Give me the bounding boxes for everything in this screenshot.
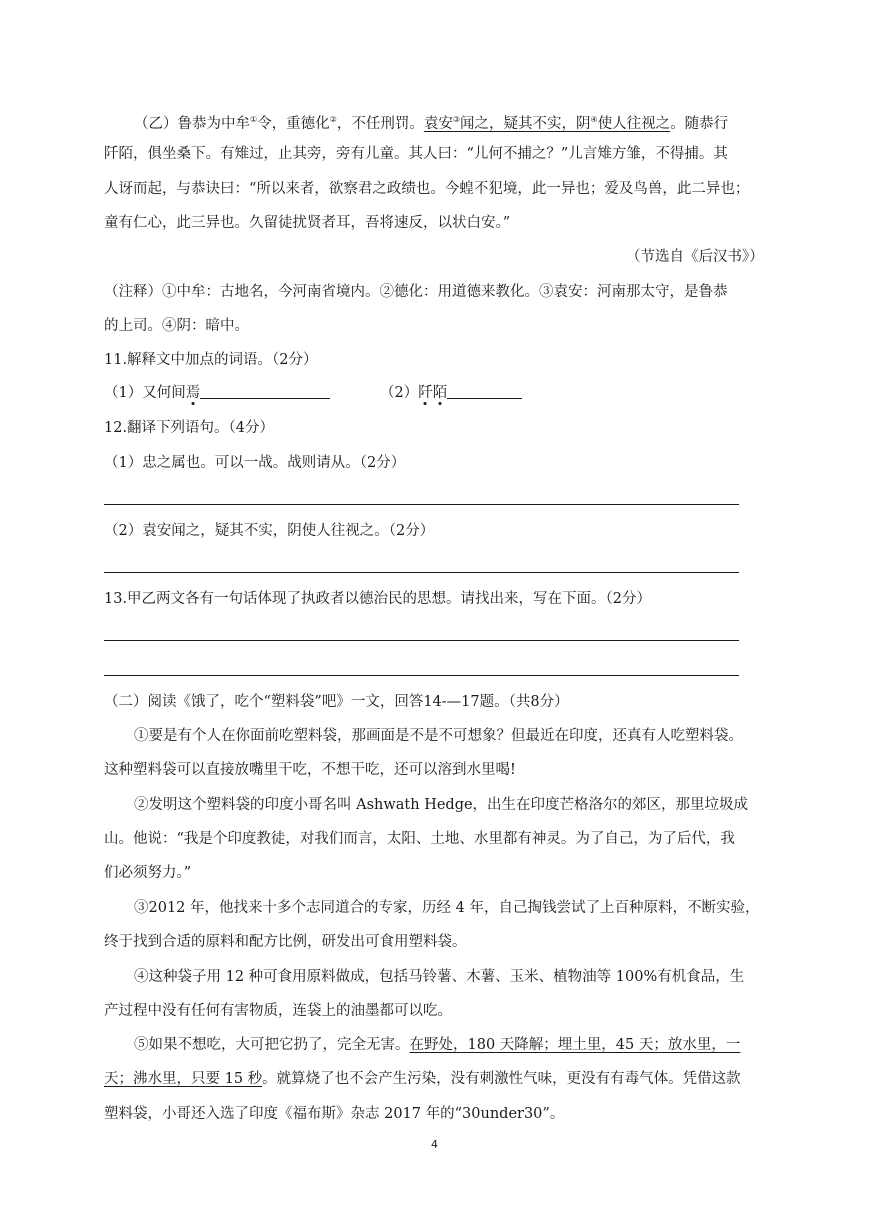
underlined-sentence bbox=[424, 116, 670, 132]
answer-blank-1[interactable] bbox=[200, 384, 330, 399]
paragraph-3-line-1: ③2012 年，他找来十多个志同道合的专家，历经 4 年，自己掏钱尝试了上百种原料，不断实验， bbox=[134, 900, 760, 916]
paragraph-4-line-1: ④这种袋子用 12 种可食用原料做成，包括马铃薯、木薯、玉米、植物油等 100%有机食品，生 bbox=[134, 969, 745, 985]
text: 。随恭行 bbox=[670, 116, 729, 132]
paragraph-2-line-2: 山。他说：“我是个印度教徒，对我们而言，太阳、土地、水里都有神灵。为了自己，为了后代，我 bbox=[104, 831, 735, 847]
section-2-title: （二）阅读《饿了，吃个“塑料袋”吧》一文，回答14-—17题。（共8分） bbox=[104, 694, 569, 710]
passage-b-line-1 bbox=[134, 109, 728, 135]
text: 闻之，疑其不实，阴 bbox=[460, 116, 591, 132]
text: （乙）鲁恭为中牟 bbox=[134, 116, 250, 132]
text: ⑤如果不想吃，大可把它扔了，完全无害。 bbox=[134, 1037, 410, 1053]
dotted-char: 阡 bbox=[418, 385, 433, 401]
text: 袁安 bbox=[423, 116, 453, 132]
page-number: 4 bbox=[431, 1138, 438, 1151]
text: 使人往视之 bbox=[597, 116, 671, 132]
dotted-word-qianmo: 阡陌 bbox=[104, 146, 133, 162]
q11-item-2 bbox=[380, 382, 522, 404]
text: ，俱坐桑下。有雉过，止其旁，旁有儿童。其人曰：“儿何不捕之？”儿言雉方雏，不得捕。其 bbox=[133, 146, 728, 162]
footnote-marker-1: ① bbox=[250, 115, 258, 124]
answer-line[interactable] bbox=[104, 640, 739, 641]
text: 。就算烧了也不会产生污染，没有刺激性气味，更没有有毒气体。凭借这款 bbox=[262, 1071, 741, 1087]
text: （1）又何间 bbox=[104, 385, 186, 401]
q12-title: 12.翻译下列语句。（4分） bbox=[104, 420, 275, 436]
dotted-char: 陌 bbox=[432, 385, 448, 401]
q13-title: 13.甲乙两文各有一句话体现了执政者以德治民的思想。请找出来，写在下面。（2分） bbox=[104, 591, 652, 607]
q12-item-1: （1）忠之属也。可以一战。战则请从。（2分） bbox=[104, 455, 406, 471]
footnote-marker-4: ④ bbox=[590, 115, 598, 124]
paragraph-2-line-3: 们必须努力。” bbox=[104, 865, 192, 881]
q12-item-2: （2）袁安闻之，疑其不实，阴使人往视之。（2分） bbox=[104, 523, 435, 539]
paragraph-1-line-2: 这种塑料袋可以直接放嘴里干吃，不想干吃，还可以溶到水里喝! bbox=[104, 762, 516, 778]
annotation-line-1: （注释）①中牟：古地名，今河南省境内。②德化：用道德来教化。③袁安：河南那太守，是鲁恭 bbox=[104, 284, 728, 300]
paragraph-3-line-2: 终于找到合适的原料和配方比例，研发出可食用塑料袋。 bbox=[104, 934, 467, 950]
passage-b-line-3: 人讶而起，与恭诀曰：“所以来者，欲察君之政绩也。今蝗不犯境，此一异也；爱及鸟兽，此二异也； bbox=[104, 181, 750, 197]
passage-b-line-4: 童有仁心，此三异也。久留徒扰贤者耳，吾将速反，以状白安。” bbox=[104, 215, 511, 231]
underlined-sentence: 在野处，180 天降解；埋土里，45 天；放水里，一 bbox=[409, 1037, 741, 1053]
paragraph-4-line-2: 产过程中没有任何有害物质，连袋上的油墨都可以吃。 bbox=[104, 1003, 452, 1019]
paragraph-2-line-1: ②发明这个塑料袋的印度小哥名叫 Ashwath Hedge，出生在印度芒格洛尔的郊区，那里垃圾成 bbox=[134, 797, 749, 813]
q11-item-1 bbox=[104, 382, 330, 404]
paragraph-5-line-1 bbox=[134, 1034, 740, 1056]
footnote-marker-3: ③ bbox=[452, 115, 461, 124]
text: ，不任刑罚。 bbox=[336, 116, 424, 132]
answer-line[interactable] bbox=[104, 504, 739, 505]
answer-blank-2[interactable] bbox=[447, 384, 522, 399]
source-citation: （节选自《后汉书》） bbox=[626, 249, 764, 265]
paragraph-1-line-1: ①要是有个人在你面前吃塑料袋，那画面是不是不可想象？但最近在印度，还真有人吃塑料袋。 bbox=[134, 728, 743, 744]
text: （2） bbox=[380, 385, 419, 401]
passage-b-line-2 bbox=[104, 143, 728, 165]
q11-title: 11.解释文中加点的词语。（2分） bbox=[104, 352, 318, 368]
annotation-line-2: 的上司。④阴：暗中。 bbox=[104, 318, 249, 334]
answer-line[interactable] bbox=[104, 675, 739, 676]
dotted-char: 焉 bbox=[185, 385, 201, 401]
footnote-marker-2: ② bbox=[329, 115, 337, 124]
paragraph-5-line-2 bbox=[104, 1068, 741, 1090]
answer-line[interactable] bbox=[104, 572, 739, 573]
underlined-sentence: 天；沸水里，只要 15 秒 bbox=[104, 1071, 263, 1087]
paragraph-5-line-3: 塑料袋，小哥还入选了印度《福布斯》杂志 2017 年的“30under30”。 bbox=[104, 1106, 565, 1122]
text: 令，重德化 bbox=[257, 116, 330, 132]
